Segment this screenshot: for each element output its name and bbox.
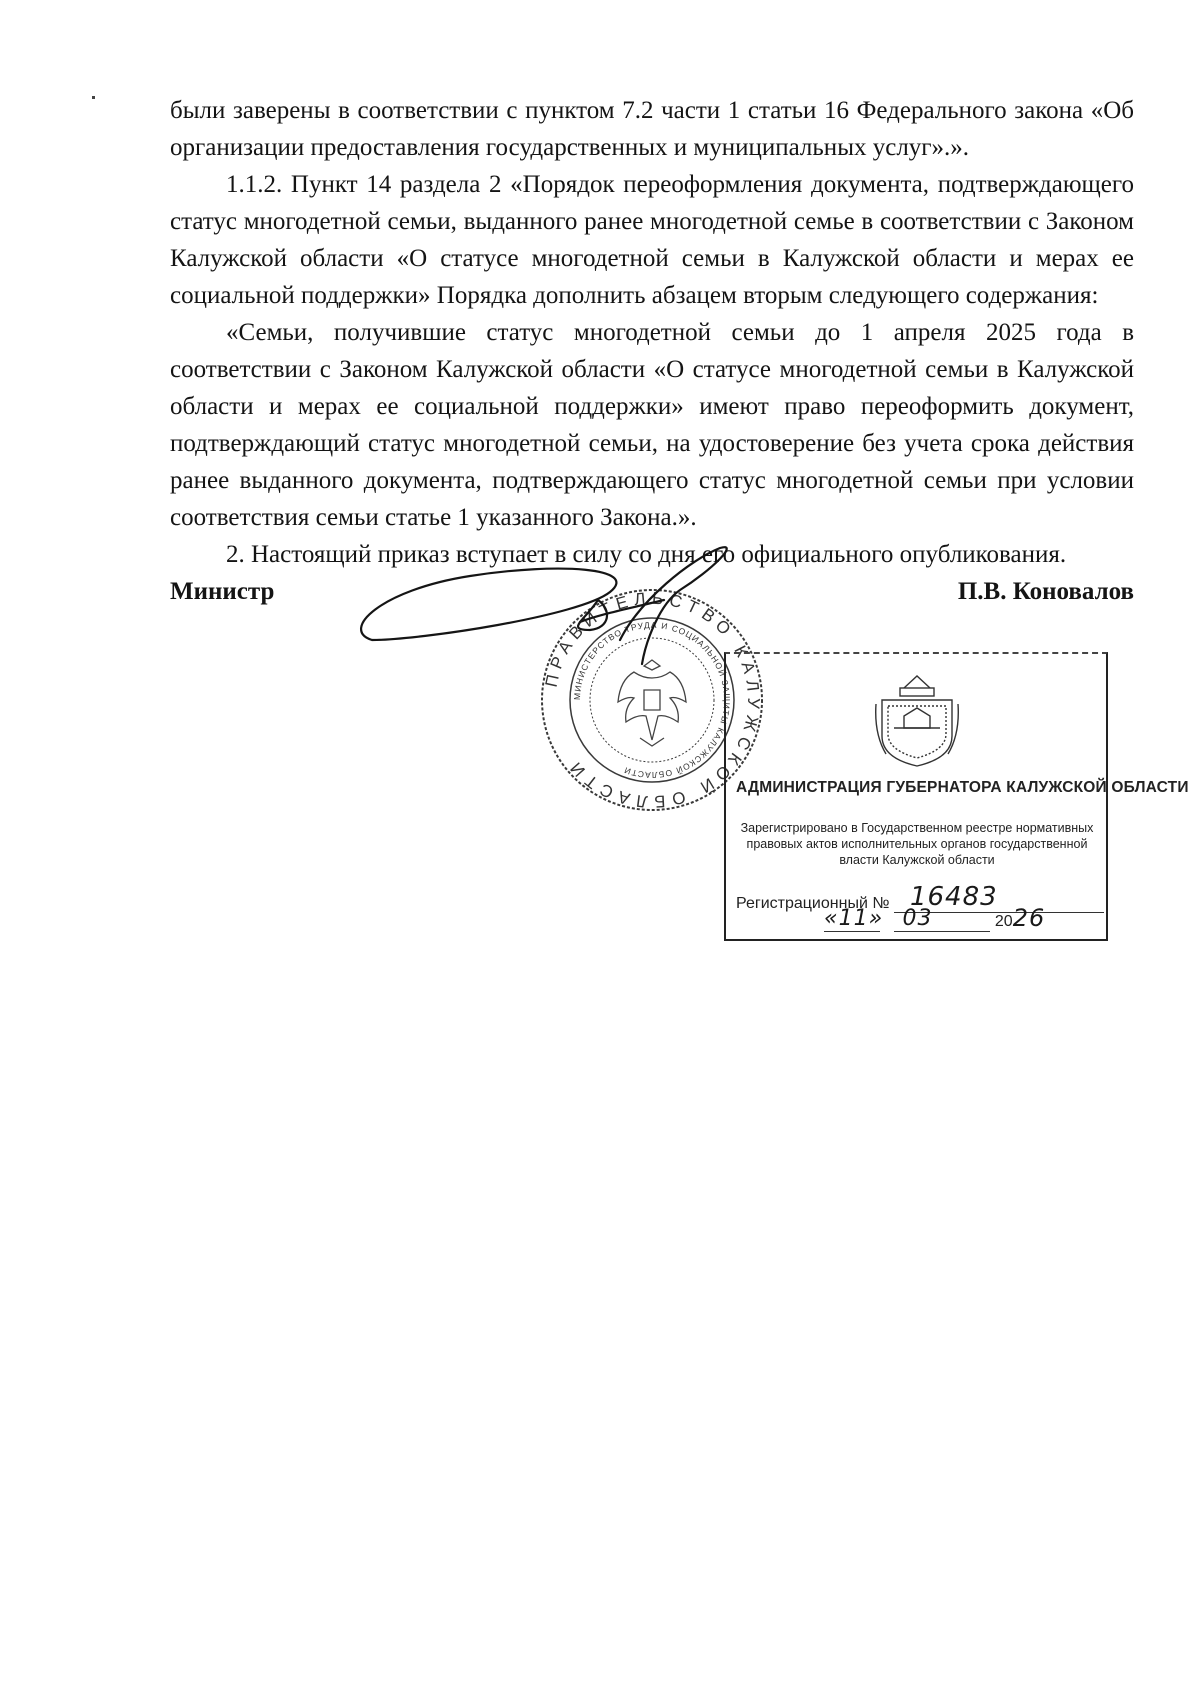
registration-note: Зарегистрировано в Государственном реестре нормативных правовых актов исполнительных органов государственной власти Калужской области xyxy=(740,821,1094,867)
registration-date-month: 03 xyxy=(902,906,933,931)
svg-text:МИНИСТЕРСТВО ТРУДА И СОЦИАЛЬНО xyxy=(572,620,732,780)
registration-number-value: 16483 xyxy=(909,882,998,912)
signatory-name: П.В. Коновалов xyxy=(957,578,1134,605)
signatory-position: Министр xyxy=(170,578,275,605)
eagle-emblem-icon xyxy=(618,660,686,746)
paragraph-amendment-1-1-2: 1.1.2. Пункт 14 раздела 2 «Порядок переоформления документа, подтверждающего статус многодетной семьи, выданного ранее многодетной семье в соответствии с Законом Калужской области «О статусе многодетной семьи в Калужской области и мерах ее социальной поддержки» Порядка дополнить абзацем вторым следующего содержания: xyxy=(170,171,1134,309)
seal-inner-text: МИНИСТЕРСТВО ТРУДА И СОЦИАЛЬНОЙ ЗАЩИТЫ КАЛУЖСКОЙ ОБЛАСТИ xyxy=(571,619,733,781)
registration-date-year-prefix: 20 xyxy=(994,913,1013,930)
registration-date-year-suffix: 26 xyxy=(1012,904,1046,932)
registration-number-label: Регистрационный № xyxy=(736,895,890,912)
seal-ring-text: ПРАВИТЕЛЬСТВО КАЛУЖСКОЙ ОБЛАСТИ xyxy=(541,588,764,812)
kaluga-coat-of-arms-icon xyxy=(874,670,960,770)
registering-organization: АДМИНИСТРАЦИЯ ГУБЕРНАТОРА КАЛУЖСКОЙ ОБЛАСТИ xyxy=(736,779,1189,796)
paragraph-continuation: были заверены в соответствии с пунктом 7.2 части 1 статьи 16 Федерального закона «Об организации предоставления государственных и муниципальных услуг».». xyxy=(170,97,1134,161)
paragraph-effective-date: 2. Настоящий приказ вступает в силу со дня его официального опубликования. xyxy=(226,541,1067,568)
registration-date-row xyxy=(824,904,1094,932)
paragraph-quoted-text: «Семьи, получившие статус многодетной семьи до 1 апреля 2025 года в соответствии с Законом Калужской области «О статусе многодетной семьи в Калужской области и мерах ее социальной поддержки» имеют право переоформить документ, подтверждающий статус многодетной семьи, на удостоверение без учета срока действия ранее выданного документа, подтверждающего статус многодетной семьи при условии соответствия семьи статье 1 указанного Закона.». xyxy=(170,319,1134,531)
date-day-line xyxy=(824,906,884,932)
date-month-line xyxy=(894,906,990,932)
registration-date-day: «11» xyxy=(824,906,884,931)
registration-stamp xyxy=(724,652,1189,941)
